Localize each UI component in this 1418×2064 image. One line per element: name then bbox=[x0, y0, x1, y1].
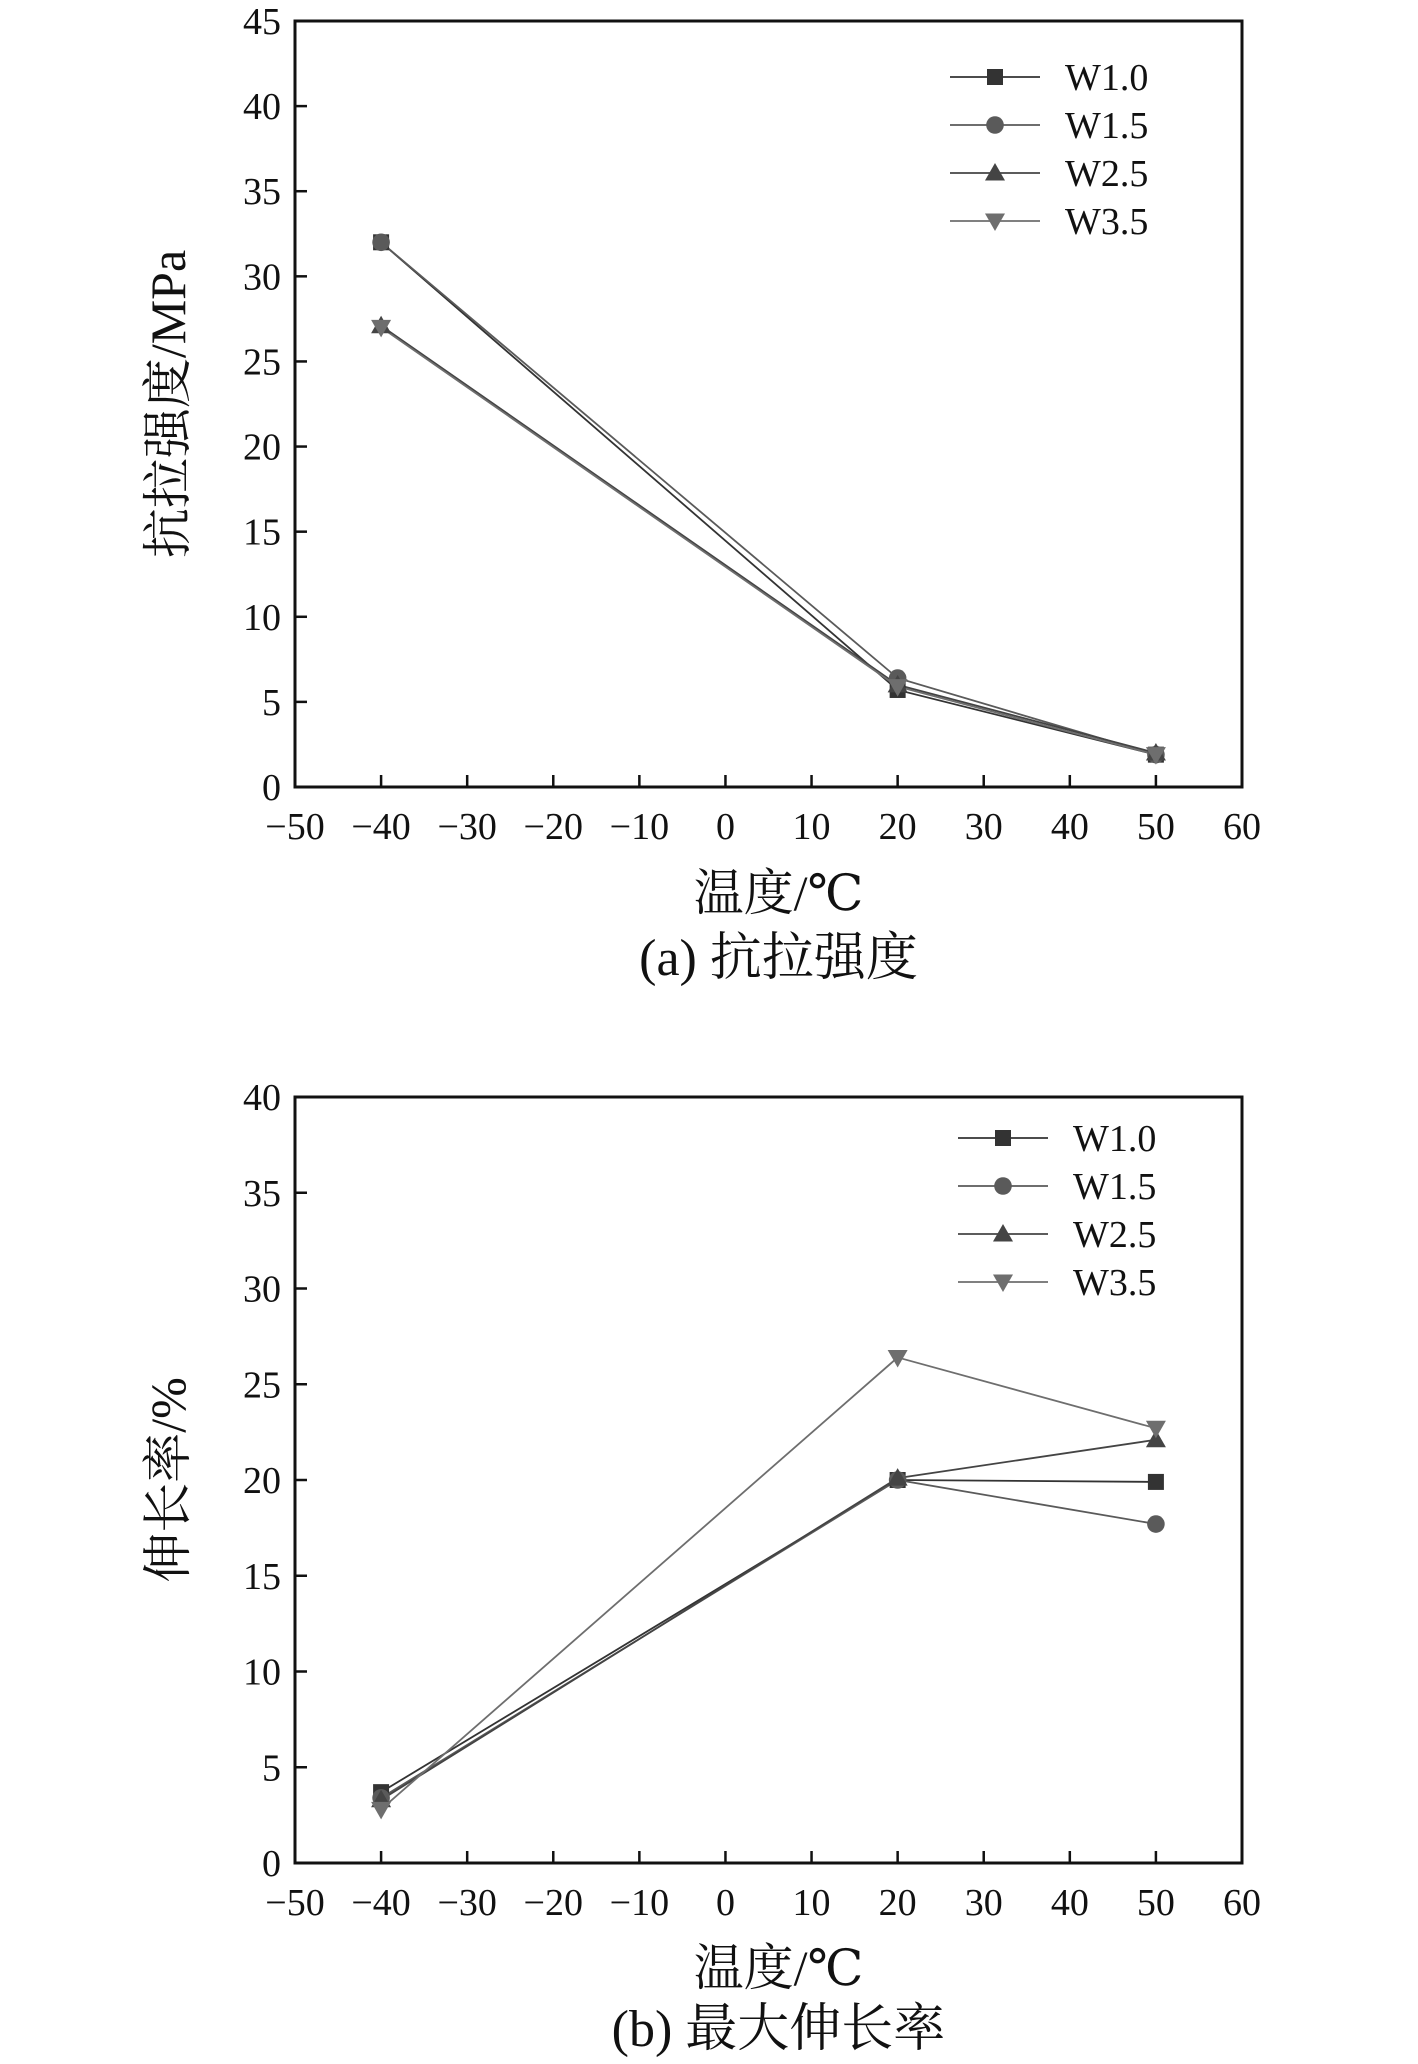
chart-caption: (b) 最大伸长率 bbox=[611, 2001, 946, 2058]
y-tick-label: 45 bbox=[243, 1, 281, 43]
x-axis-title: 温度/℃ bbox=[693, 865, 864, 921]
chart-tensile-strength bbox=[140, 1, 1261, 987]
x-tick-label: −20 bbox=[523, 1882, 583, 1924]
x-tick-label: −50 bbox=[265, 1882, 325, 1924]
legend-marker bbox=[994, 1177, 1012, 1195]
x-tick-label: 30 bbox=[964, 806, 1003, 848]
y-axis-title: 抗拉强度/MPa bbox=[140, 249, 196, 559]
x-tick-label: −40 bbox=[351, 806, 411, 848]
x-axis-title: 温度/℃ bbox=[693, 1940, 864, 1996]
legend-label: W1.0 bbox=[1065, 57, 1149, 99]
series-line-w1-5 bbox=[381, 242, 1156, 754]
series-line-w2-5 bbox=[381, 1440, 1156, 1800]
series-line-w2-5 bbox=[381, 326, 1156, 753]
y-tick-label: 30 bbox=[243, 256, 281, 299]
legend-label: W1.0 bbox=[1073, 1118, 1157, 1160]
data-point-w3-5 bbox=[1146, 1421, 1166, 1439]
y-tick-label: 35 bbox=[243, 171, 281, 214]
chart-caption: (a) 抗拉强度 bbox=[639, 930, 918, 987]
x-tick-label: 0 bbox=[715, 806, 735, 848]
legend-label: W2.5 bbox=[1065, 153, 1149, 195]
x-tick-label: 60 bbox=[1223, 1882, 1261, 1924]
x-tick-label: 30 bbox=[964, 1882, 1003, 1924]
x-tick-label: 10 bbox=[792, 806, 831, 848]
legend-marker bbox=[995, 1130, 1011, 1146]
y-tick-label: 20 bbox=[243, 426, 281, 469]
legend-label: W1.5 bbox=[1073, 1166, 1157, 1208]
chart-elongation bbox=[140, 1077, 1261, 2058]
y-tick-label: 5 bbox=[262, 681, 281, 724]
legend-marker bbox=[985, 214, 1005, 232]
legend-marker bbox=[987, 69, 1003, 85]
x-tick-label: −20 bbox=[523, 806, 583, 848]
plot-frame bbox=[295, 1097, 1242, 1863]
x-tick-label: −30 bbox=[437, 1882, 497, 1924]
legend-label: W2.5 bbox=[1073, 1214, 1157, 1256]
x-tick-label: 0 bbox=[715, 1882, 735, 1924]
x-tick-label: −30 bbox=[437, 806, 497, 848]
data-point-w1-5 bbox=[372, 233, 390, 251]
x-tick-label: 10 bbox=[792, 1882, 831, 1924]
y-axis-title: 伸长率/% bbox=[140, 1377, 196, 1583]
y-tick-label: 35 bbox=[243, 1172, 281, 1215]
y-tick-label: 30 bbox=[243, 1268, 281, 1311]
x-tick-label: 20 bbox=[878, 1882, 917, 1924]
x-tick-label: −10 bbox=[609, 806, 670, 848]
legend-marker bbox=[993, 1275, 1013, 1293]
legend-marker bbox=[993, 1224, 1013, 1242]
y-tick-label: 15 bbox=[243, 511, 281, 554]
x-tick-label: −50 bbox=[265, 806, 325, 848]
y-tick-label: 25 bbox=[243, 341, 281, 384]
y-tick-label: 40 bbox=[243, 1077, 281, 1119]
legend-label: W3.5 bbox=[1065, 201, 1149, 243]
series-line-w3-5 bbox=[381, 1357, 1156, 1809]
x-tick-label: 40 bbox=[1050, 806, 1089, 848]
x-tick-label: 40 bbox=[1050, 1882, 1089, 1924]
legend-label: W1.5 bbox=[1065, 105, 1149, 147]
x-tick-label: −40 bbox=[351, 1882, 411, 1924]
data-point-w1-0 bbox=[1148, 1474, 1164, 1490]
x-tick-label: 50 bbox=[1136, 1882, 1175, 1924]
y-tick-label: 10 bbox=[243, 596, 281, 639]
series-line-w3-5 bbox=[381, 327, 1156, 754]
series-line-w1-5 bbox=[381, 1480, 1156, 1798]
legend-marker bbox=[985, 163, 1005, 181]
y-tick-label: 40 bbox=[243, 86, 281, 129]
data-point-w1-5 bbox=[1147, 1515, 1165, 1533]
y-tick-label: 20 bbox=[243, 1460, 281, 1502]
y-tick-label: 15 bbox=[243, 1555, 281, 1598]
series-line-w1-0 bbox=[381, 242, 1156, 754]
y-tick-label: 5 bbox=[262, 1747, 281, 1790]
legend-label: W3.5 bbox=[1073, 1262, 1157, 1304]
y-tick-label: 0 bbox=[262, 1843, 281, 1885]
x-tick-label: 60 bbox=[1223, 806, 1261, 848]
x-tick-label: −10 bbox=[609, 1882, 670, 1924]
series-line-w1-0 bbox=[381, 1480, 1156, 1792]
data-point-w3-5 bbox=[371, 1802, 391, 1820]
y-tick-label: 25 bbox=[243, 1364, 281, 1407]
legend-marker bbox=[986, 116, 1004, 134]
x-tick-label: 20 bbox=[878, 806, 917, 848]
y-tick-label: 10 bbox=[243, 1651, 281, 1694]
x-tick-label: 50 bbox=[1136, 806, 1175, 848]
y-tick-label: 0 bbox=[262, 767, 281, 809]
